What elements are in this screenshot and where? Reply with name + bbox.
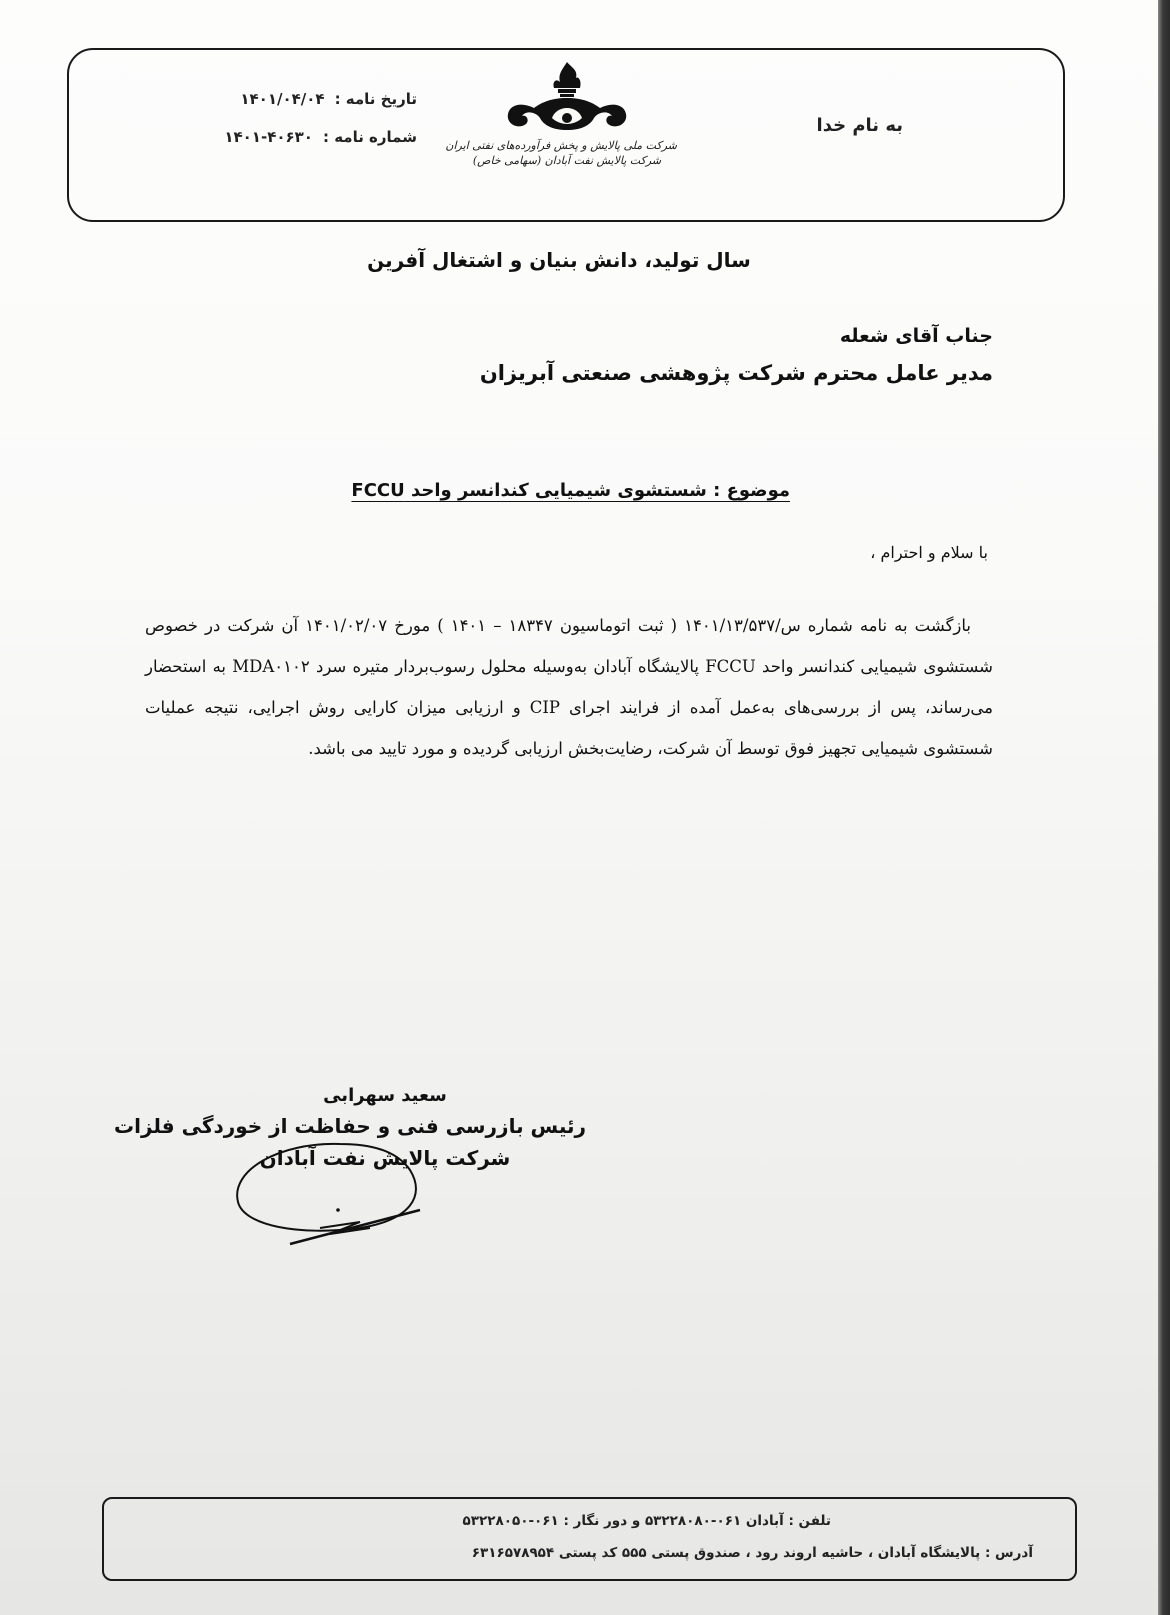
letter-number-row bbox=[177, 128, 417, 146]
footer-contact-box bbox=[102, 1497, 1077, 1581]
letter-date-value: ۱۴۰۱/۰۴/۰۴ bbox=[240, 90, 325, 108]
scan-edge bbox=[1158, 0, 1170, 1615]
signatory-title: رئیس بازرسی فنی و حفاظت از خوردگی فلزات bbox=[113, 1114, 587, 1138]
letter-number-label: شماره نامه : bbox=[322, 128, 417, 146]
letter-date-label: تاریخ نامه : bbox=[334, 90, 417, 108]
letter-subject: موضوع : شستشوی شیمیایی کندانسر واحد FCCU bbox=[351, 480, 790, 501]
letterhead-box bbox=[67, 48, 1065, 222]
body-paragraph: بازگشت به نامه شماره س/۱۴۰۱/۱۳/۵۳۷ ( ثبت اتوماسیون ۱۸۳۴۷ – ۱۴۰۱ ) مورخ ۱۴۰۱/۰۲/۰۷ آن شرکت در خصوص شستشوی شیمیایی کندانسر واحد FCCU پالایشگاه آبادان به‌وسیله محلول رسوب‌بردار متیره سرد MDA۰۱۰۲ به استحضار می‌رساند، پس از بررسی‌های به‌عمل آمده از فرایند اجرای CIP و ارزیابی میزان کارایی روش اجرایی، نتیجه عملیات شستشوی شیمیایی تجهیز فوق توسط آن شرکت، رضایت‌بخش ارزیابی گردیده و مورد تایید می باشد. bbox=[145, 616, 994, 758]
recipient-title: مدیر عامل محترم شرکت پژوهشی صنعتی آبریزان bbox=[479, 361, 993, 385]
signatory-name: سعید سهرابی bbox=[323, 1085, 447, 1106]
letter-meta bbox=[177, 90, 417, 166]
nioc-flame-emblem-icon bbox=[492, 60, 642, 138]
letter-body bbox=[145, 605, 993, 769]
recipient-name: جناب آقای شعله bbox=[839, 325, 993, 347]
greeting: با سلام و احترام ، bbox=[870, 543, 988, 562]
footer-phone: تلفن : آبادان ۰۶۱-۵۳۲۲۸۰۸۰ و دور نگار : ۰۶۱-۵۳۲۲۸۰۵۰ bbox=[462, 1513, 831, 1529]
year-slogan: سال تولید، دانش بنیان و اشتغال آفرین bbox=[367, 248, 751, 272]
basmala-text: به نام خدا bbox=[816, 115, 903, 136]
logo-caption-line-1: شرکت ملی پالایش و پخش فرآورده‌های نفتی ایران bbox=[445, 139, 677, 152]
letter-date-row bbox=[177, 90, 417, 108]
handwritten-signature-icon bbox=[220, 1140, 440, 1250]
signatory-company: شرکت پالایش نفت آبادان bbox=[259, 1146, 511, 1170]
letter-number-value: ۱۴۰۱-۴۰۶۳۰ bbox=[224, 128, 313, 146]
company-logo bbox=[445, 60, 677, 190]
logo-caption-line-2: شرکت پالایش نفت آبادان (سهامی خاص) bbox=[472, 154, 662, 167]
footer-address: آدرس : پالایشگاه آبادان ، حاشیه اروند رود ، صندوق پستی ۵۵۵ کد پستی ۶۳۱۶۵۷۸۹۵۴ bbox=[471, 1545, 1033, 1561]
recipient-block bbox=[480, 325, 993, 385]
